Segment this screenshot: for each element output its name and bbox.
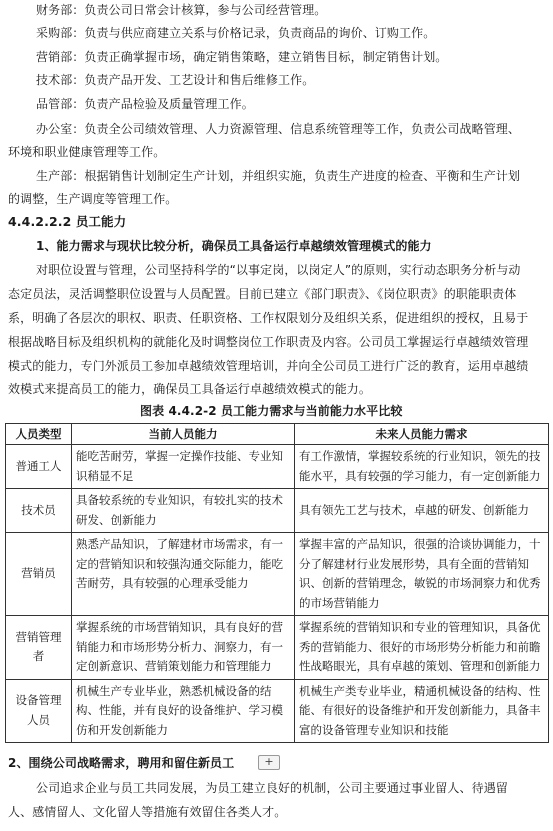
header-cell: 人员类型	[6, 424, 72, 445]
role-cell: 营销员	[6, 533, 72, 616]
role-cell: 普通工人	[6, 445, 72, 489]
add-row-button[interactable]: +	[258, 755, 280, 770]
future-need-cell: 机械生产类专业毕业，精通机械设备的结构、性能、有很好的设备维护和开发创新能力，具备丰富的设备管理专业知识和技能	[295, 679, 549, 743]
current-ability-cell: 熟悉产品知识，了解建材市场需求，有一定的营销知识和较强沟通交际能力，能吃苦耐劳，具有较强的心理承受能力	[72, 533, 295, 616]
text-line-quality: 品管部：负责产品检验及质量管理工作。	[36, 97, 254, 111]
role-cell: 技术员	[6, 489, 72, 533]
paragraph-line: 系，明确了各层次的职权、职责、任职资格、工作权限划分及组织关系，促进组织的授权，且易于	[8, 311, 529, 325]
text-line-tech: 技术部：负责产品开发、工艺设计和售后维修工作。	[36, 73, 315, 87]
paragraph-line: 效模式来提高员工的能力，确保员工具备运行卓越绩效模式的能力。	[8, 382, 372, 396]
paragraph-line: 根据战略目标及组织机构的就能化及时调整岗位工作职责及内容。公司员工掌握运行卓越绩效管理	[8, 335, 529, 349]
table-row	[6, 533, 549, 616]
current-ability-cell: 能吃苦耐劳，掌握一定操作技能、专业知识稍显不足	[72, 445, 295, 489]
header-cell: 当前人员能力	[72, 424, 295, 445]
header-cell: 未来人员能力需求	[295, 424, 549, 445]
future-need-cell: 具有领先工艺与技术，卓越的研发、创新能力	[295, 489, 549, 533]
text-line-office: 办公室：负责全公司绩效管理、人力资源管理、信息系统管理等工作，负责公司战略管理、	[36, 122, 521, 136]
sub-heading-capability-analysis: 1、能力需求与现状比较分析，确保员工具备运行卓越绩效管理模式的能力	[36, 239, 432, 253]
paragraph-line: 态定员法，灵活调整职位设置与人员配置。目前已建立《部门职责》、《岗位职责》的职能职责体	[8, 287, 517, 301]
text-line-production-cont: 的调整，生产调度等管理工作。	[8, 192, 178, 206]
text-line-production: 生产部：根据销售计划制定生产计划，并组织实施，负责生产进度的检查、平衡和生产计划	[36, 169, 521, 183]
table-row	[6, 679, 549, 743]
paragraph-line: 模式的能力，专门外派员工参加卓越绩效管理培训，并向全公司员工进行广泛的教育，运用卓越绩	[8, 359, 529, 373]
section-heading: 4.4.2.2.2 员工能力	[8, 214, 127, 229]
text-line-purchase: 采购部：负责与供应商建立关系与价格记录，负责商品的询价、订购工作。	[36, 26, 436, 40]
text-line-sales: 营销部：负责正确掌握市场，确定销售策略，建立销售目标，制定销售计划。	[36, 50, 448, 64]
text-line-finance: 财务部：负责公司日常会计核算，参与公司经营管理。	[36, 3, 327, 17]
current-ability-cell: 机械生产专业毕业，熟悉机械设备的结构、性能，并有良好的设备维护、学习模仿和开发创新能力	[72, 679, 295, 743]
text-line-office-cont: 环境和职业健康管理等工作。	[8, 145, 166, 159]
future-need-cell: 有工作激情，掌握较系统的行业知识，领先的技能水平，具有较强的学习能力，有一定创新能力	[295, 445, 549, 489]
current-ability-cell: 具备较系统的专业知识，有较扎实的技术研发、创新能力	[72, 489, 295, 533]
role-cell: 营销管理者	[6, 616, 72, 680]
table-row	[6, 616, 549, 680]
future-need-cell: 掌握系统的营销知识和专业的管理知识，具备优秀的营销能力、很好的市场形势分析能力和前瞻性战略眼光，具有卓越的策划、管理和创新能力	[295, 616, 549, 680]
table-row	[6, 445, 549, 489]
table-row	[6, 489, 549, 533]
table-header-row	[6, 424, 549, 445]
table-caption: 图表 4.4.2-2 员工能力需求与当前能力水平比较	[140, 404, 403, 418]
future-need-cell: 掌握丰富的产品知识，很强的洽谈协调能力，十分了解建材行业发展形势，具有全面的营销知识、创新的营销理念，敏锐的市场洞察力和优秀的市场营销能力	[295, 533, 549, 616]
sub-heading-recruit-retain: 2、围绕公司战略需求，聘用和留住新员工	[8, 756, 235, 770]
paragraph-line: 公司追求企业与员工共同发展，为员工建立良好的机制，公司主要通过事业留人、待遇留	[36, 781, 508, 795]
paragraph-line: 人、感情留人、文化留人等措施有效留住各类人才。	[8, 805, 287, 819]
role-cell: 设备管理人员	[6, 679, 72, 743]
paragraph-line: 对职位设置与管理，公司坚持科学的“以事定岗，以岗定人”的原则，实行动态职务分析与动	[36, 263, 521, 277]
capability-comparison-table	[5, 423, 549, 743]
current-ability-cell: 掌握系统的市场营销知识，具有良好的营销能力和市场形势分析力、洞察力，有一定创新意识、营销策划能力和管理能力	[72, 616, 295, 680]
